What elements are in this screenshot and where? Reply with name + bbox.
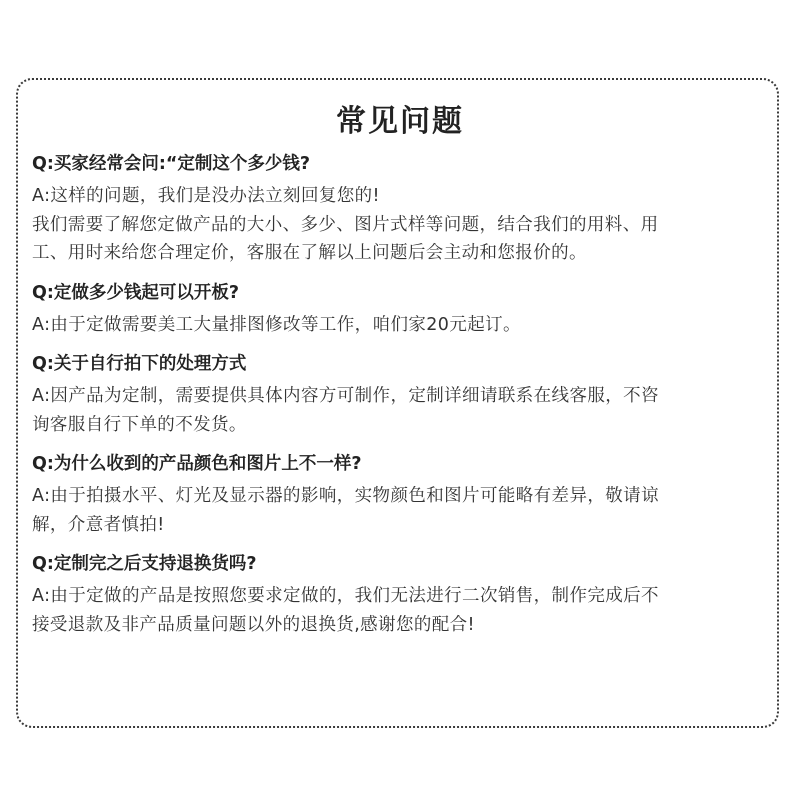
faq-answer-line: A:因产品为定制，需要提供具体内容方可制作，定制详细请联系在线客服，不咨 [32,386,659,406]
faq-answer-line: A:由于定做需要美工大量排图修改等工作，咱们家20元起订。 [32,314,521,335]
faq-question: Q:为什么收到的产品颜色和图片上不一样? [32,454,362,474]
faq-answer-line: 解，介意者慎拍! [32,514,165,535]
page-title: 常见问题 [336,104,464,139]
faq-question: Q:定做多少钱起可以开板? [32,282,240,303]
faq-answer-line: A:由于定做的产品是按照您要求定做的，我们无法进行二次销售，制作完成后不 [32,586,659,606]
faq-answer [32,582,757,639]
faq-item [32,550,757,639]
faq-answer-line: 询客服自行下单的不发货。 [32,414,247,435]
faq-question: Q:买家经常会问:“定制这个多少钱? [32,154,311,174]
faq-answer [32,382,757,439]
faq-answer-line: 我们需要了解您定做产品的大小、多少、图片式样等问题，结合我们的用料、用 [32,214,659,235]
faq-list [32,150,757,650]
faq-answer [32,482,757,539]
faq-item [32,279,757,340]
faq-answer [32,182,757,268]
faq-item [32,450,757,539]
faq-answer-line: A:这样的问题，我们是没办法立刻回复您的! [32,186,380,206]
faq-item [32,150,757,268]
faq-answer-line: 工、用时来给您合理定价，客服在了解以上问题后会主动和您报价的。 [32,243,587,263]
faq-answer-line: A:由于拍摄水平、灯光及显示器的影响，实物颜色和图片可能略有差异，敬请谅 [32,486,659,506]
faq-item [32,350,757,439]
faq-answer [32,311,757,340]
faq-question: Q:关于自行拍下的处理方式 [32,354,247,374]
faq-question: Q:定制完之后支持退换货吗? [32,554,257,574]
faq-answer-line: 接受退款及非产品质量问题以外的退换货,感谢您的配合! [32,614,475,635]
